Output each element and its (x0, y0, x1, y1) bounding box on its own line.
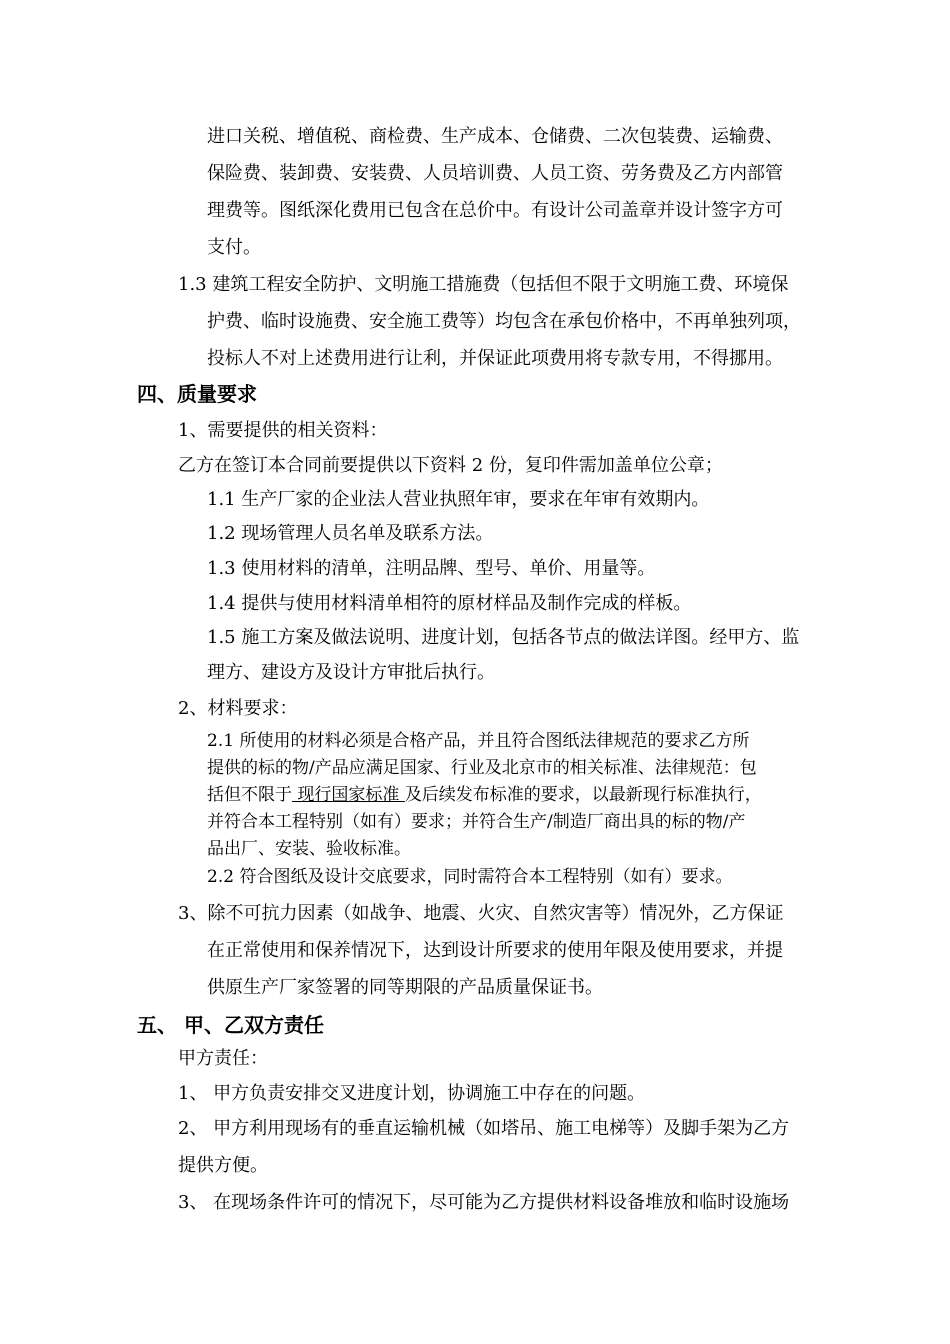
section-heading: 四、质量要求 (137, 382, 257, 406)
text-line: 供原生产厂家签署的同等期限的产品质量保证书。 (207, 977, 603, 998)
text-line: 投标人不对上述费用进行让利，并保证此项费用将专款专用，不得挪用。 (207, 348, 783, 369)
text-line: 2.1 所使用的材料必须是合格产品，并且符合图纸法律规范的要求乙方所 (207, 731, 750, 751)
text-line: 在正常使用和保养情况下，达到设计所要求的使用年限及使用要求，并提 (207, 940, 783, 961)
text-line: 理方、建设方及设计方审批后执行。 (207, 662, 495, 683)
text-line: 提供方便。 (178, 1155, 268, 1176)
text-line: 保险费、装卸费、安装费、人员培训费、人员工资、劳务费及乙方内部管 (207, 163, 783, 184)
text-line: 乙方在签订本合同前要提供以下资料 2 份，复印件需加盖单位公章； (178, 455, 723, 476)
text-line: 护费、临时设施费、安全施工费等）均包含在承包价格中，不再单独列项， (207, 311, 801, 332)
text-line: 1.3 建筑工程安全防护、文明施工措施费（包括但不限于文明施工费、环境保 (178, 274, 789, 295)
text-line (207, 784, 762, 806)
text-line: 2.2 符合图纸及设计交底要求，同时需符合本工程特别（如有）要求。 (207, 867, 733, 887)
text-line: 1、需要提供的相关资料： (178, 420, 388, 441)
text-line: 提供的标的物/产品应满足国家、行业及北京市的相关标准、法律规范：包 (207, 758, 757, 778)
text-line: 1.4 提供与使用材料清单相符的原材样品及制作完成的样板。 (207, 593, 692, 614)
text-line: 支付。 (207, 237, 261, 258)
text-line: 2、 甲方利用现场有的垂直运输机械（如塔吊、施工电梯等）及脚手架为乙方 (178, 1118, 790, 1139)
text-line: 1.2 现场管理人员名单及联系方法。 (207, 523, 494, 544)
text-line: 甲方责任： (178, 1048, 268, 1069)
text-line: 3、除不可抗力因素（如战争、地震、火灾、自然灾害等）情况外，乙方保证 (178, 903, 784, 924)
text-line: 并符合本工程特别（如有）要求；并符合生产/制造厂商出具的标的物/产 (207, 812, 746, 832)
text-fragment: 及后续发布标准的要求，以最新现行标准执行， (404, 785, 762, 805)
text-line: 1、 甲方负责安排交叉进度计划，协调施工中存在的问题。 (178, 1083, 646, 1104)
text-fragment: 括但不限于 (207, 785, 292, 805)
text-line: 1.3 使用材料的清单，注明品牌、型号、单价、用量等。 (207, 558, 656, 579)
text-line: 1.5 施工方案及做法说明、进度计划，包括各节点的做法详图。经甲方、监 (207, 627, 800, 648)
text-line: 理费等。图纸深化费用已包含在总价中。有设计公司盖章并设计签字方可 (207, 200, 783, 221)
text-line: 品出厂、安装、验收标准。 (207, 839, 411, 859)
text-line: 2、材料要求： (178, 698, 298, 719)
text-line: 1.1 生产厂家的企业法人营业执照年审，要求在年审有效期内。 (207, 489, 710, 510)
text-line: 3、 在现场条件许可的情况下，尽可能为乙方提供材料设备堆放和临时设施场 (178, 1192, 790, 1213)
text-line: 进口关税、增值税、商检费、生产成本、仓储费、二次包装费、运输费、 (207, 126, 783, 147)
section-heading: 五、 甲、乙双方责任 (137, 1013, 324, 1037)
underlined-standard: 现行国家标准 (292, 785, 405, 805)
